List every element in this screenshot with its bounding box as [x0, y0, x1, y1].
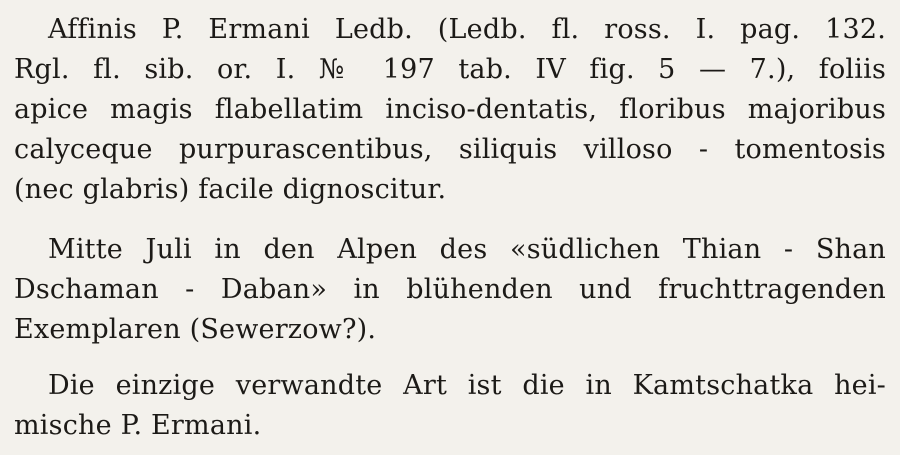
text-line: (nec glabris) facile dignoscitur. — [14, 174, 447, 205]
paragraph-affinis — [14, 10, 886, 210]
text-line: Rgl. fl. sib. or. I. № 197 tab. IV fig. 5 — 7.), foliis — [14, 54, 886, 85]
text-line: Affinis P. Ermani Ledb. (Ledb. fl. ross. I. pag. 132. — [48, 14, 886, 45]
text-line: apice magis flabellatim inciso-dentatis, floribus majoribus — [14, 94, 886, 125]
text-line: mische P. Ermani. — [14, 410, 262, 441]
paragraph-related-species — [14, 366, 886, 446]
text-line: Mitte Juli in den Alpen des «südlichen Thian - Shan — [48, 234, 886, 265]
text-line: Exemplaren (Sewerzow?). — [14, 314, 377, 345]
text-line: calyceque purpurascentibus, siliquis villoso - tomentosis — [14, 134, 886, 165]
text-line: Die einzige verwandte Art ist die in Kamtschatka hei- — [48, 370, 886, 401]
text-line: Dschaman - Daban» in blühenden und fruchttragenden — [14, 274, 886, 305]
paragraph-habitat — [14, 230, 886, 350]
